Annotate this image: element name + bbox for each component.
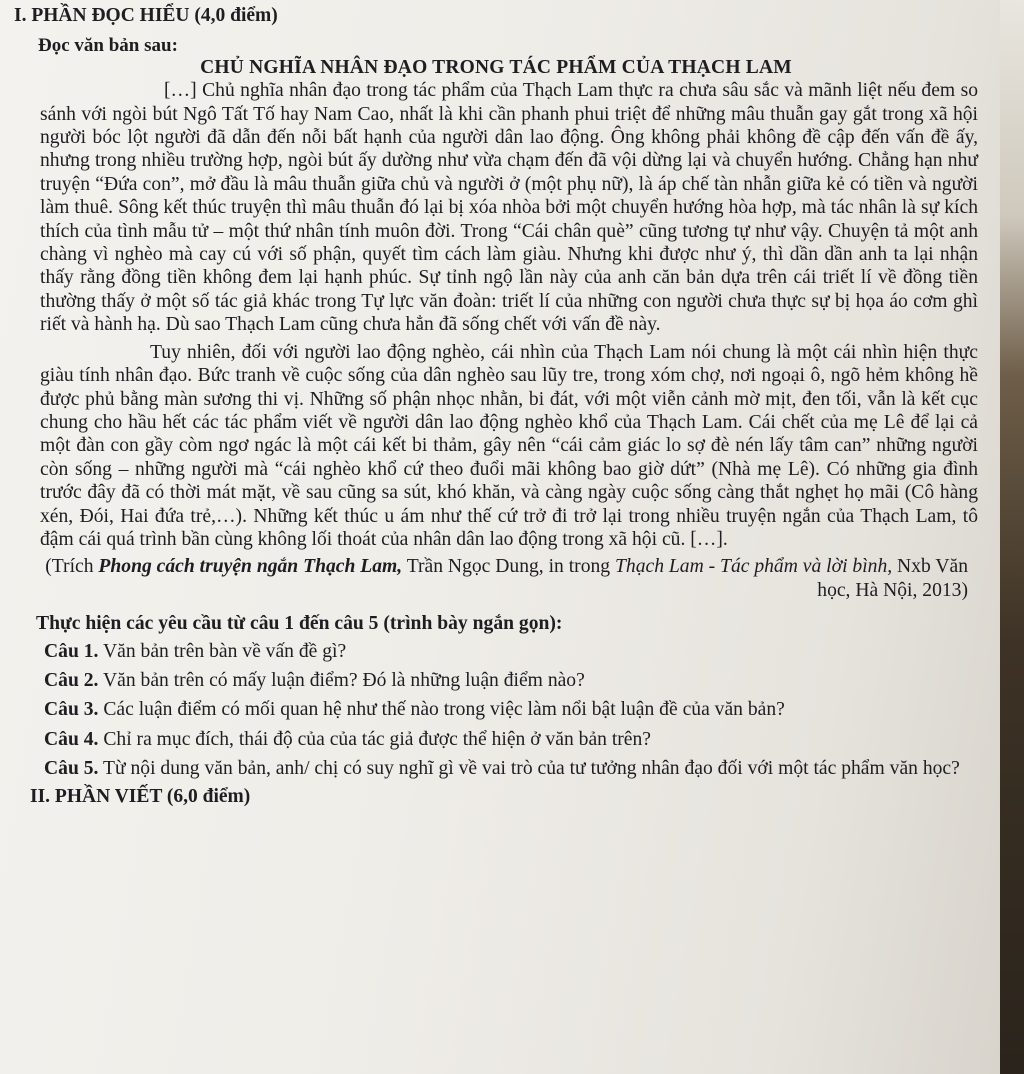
source-book: Phong cách truyện ngắn Thạch Lam, bbox=[98, 556, 403, 578]
question-number: Câu 5. bbox=[44, 758, 99, 780]
question-text: Văn bản trên có mấy luận điểm? Đó là những luận điểm nào? bbox=[98, 669, 585, 691]
section-1-heading: I. PHẦN ĐỌC HIỂU (4,0 điểm) bbox=[14, 5, 278, 26]
source-author: Trần Ngọc Dung, in trong bbox=[402, 556, 615, 578]
source-publisher: Nxb Văn học, Hà Nội, 2013) bbox=[817, 556, 968, 601]
question-number: Câu 3. bbox=[44, 699, 99, 721]
question-3 bbox=[44, 698, 978, 721]
questions-instruction: Thực hiện các yêu cầu từ câu 1 đến câu 5 (trình bày ngắn gọn): bbox=[36, 613, 563, 635]
section-2-heading: II. PHẦN VIẾT (6,0 điểm) bbox=[30, 785, 251, 807]
question-text: Văn bản trên bàn về vấn đề gì? bbox=[98, 640, 347, 662]
question-text: Các luận điểm có mối quan hệ như thế nào trong việc làm nổi bật luận đề của văn bản? bbox=[98, 699, 785, 721]
passage-paragraph-2: Tuy nhiên, đối với người lao động nghèo, cái nhìn của Thạch Lam nói chung là một cái nhìn hiện thực giàu tính nhân đạo. Bức tranh về cuộc sống của dân nghèo sau lũy tre, trong xóm chợ, nơi ngoại ô, ngõ hẻm không hề được phủ bằng màn sương thi vị. Những số phận nhọc nhằn, bi đát, với một viễn cảnh mờ mịt, đen tối, vẫn là kết cục chung cho hầu hết các tác phẩm viết về người dân lao động nghèo khổ của Thạch Lam. Cái chết của mẹ Lê để lại cả một đàn con gầy còm ngơ ngác là một cái kết bi thảm, gây nên “cái cảm giác lo sợ đè nén lấy tâm can” những người còn sống – những người mà “cái nghèo khổ cứ theo đuổi mãi không bao giờ dứt” (Nhà mẹ Lê). Có những gia đình trước đây đã có thời mát mặt, về sau cũng sa sút, khó khăn, và càng ngày cuộc sống càng thắt nghẹt họ mãi (Cô hàng xén, Đói, Hai đứa trẻ,…). Những kết thúc u ám như thế cứ trở đi trở lại trong nhiều truyện ngắn của Thạch Lam, tô đậm cái quá trình bần cùng không lối thoát của nhân dân lao động trong xã hội cũ. […]. bbox=[40, 341, 978, 550]
read-instruction: Đọc văn bản sau: bbox=[38, 35, 178, 57]
passage-paragraph-1: […] Chủ nghĩa nhân đạo trong tác phẩm của Thạch Lam thực ra chưa sâu sắc và mãnh liệt nếu đem so sánh với ngòi bút Ngô Tất Tố hay Nam Cao, nhất là khi cần phanh phui triệt để những mâu thuẫn gay gắt trong xã hội người bóc lột người đã dẫn đến nỗi bất hạnh của người dân lao động. Ông không phải không đề cập đến vấn đề ấy, nhưng trong nhiều trường hợp, ngòi bút ấy dường như vừa chạm đến đã vội dừng lại và chuyển hướng. Chẳng hạn như truyện “Đứa con”, mở đầu là mâu thuẫn giữa chủ và người ở (một phụ nữ), là áp chế tàn nhẫn giữa kẻ có tiền và người làm thuê. Sông kết thúc truyện thì mâu thuẫn đó lại bị xóa nhòa bởi một chuyển hướng hòa hợp, mà tác nhân là sự kích thích của tình mẫu tử – một thứ nhân tính muôn đời. Trong “Cái chân què” cũng tương tự như vậy. Chuyện tả một anh chàng vì nghèo mà cay cú với số phận, quyết tìm cách làm giàu. Nhưng khi được như ý, thì dần dần anh ta lại nhận thấy rằng đồng tiền không đem lại hạnh phúc. Sự tỉnh ngộ lần này của anh căn bản dựa trên cái triết lí về đồng tiền thường thấy ở một số tác giả khác trong Tự lực văn đoàn: triết lí của những con người chưa thực sự bị họa áo cơm ghì riết và hành hạ. Dù sao Thạch Lam cũng chưa hẳn đã sống chết với vấn đề này. bbox=[40, 80, 978, 336]
question-2 bbox=[44, 669, 978, 692]
passage-title: CHỦ NGHĨA NHÂN ĐẠO TRONG TÁC PHẨM CỦA THẠCH LAM bbox=[200, 56, 792, 78]
question-text: Từ nội dung văn bản, anh/ chị có suy nghĩ gì về vai trò của tư tưởng nhân đạo đối với một tác phẩm văn học? bbox=[98, 758, 960, 780]
source-prefix: (Trích bbox=[45, 556, 99, 578]
question-text: Chỉ ra mục đích, thái độ của của tác giả được thể hiện ở văn bản trên? bbox=[98, 728, 652, 750]
question-1 bbox=[44, 640, 978, 663]
question-number: Câu 4. bbox=[44, 728, 99, 750]
question-number: Câu 1. bbox=[44, 640, 99, 662]
source-collection: Thạch Lam - Tác phẩm và lời bình, bbox=[615, 556, 893, 578]
question-4 bbox=[44, 728, 978, 751]
question-5 bbox=[44, 757, 978, 780]
passage-source bbox=[14, 555, 978, 602]
question-number: Câu 2. bbox=[44, 669, 99, 691]
